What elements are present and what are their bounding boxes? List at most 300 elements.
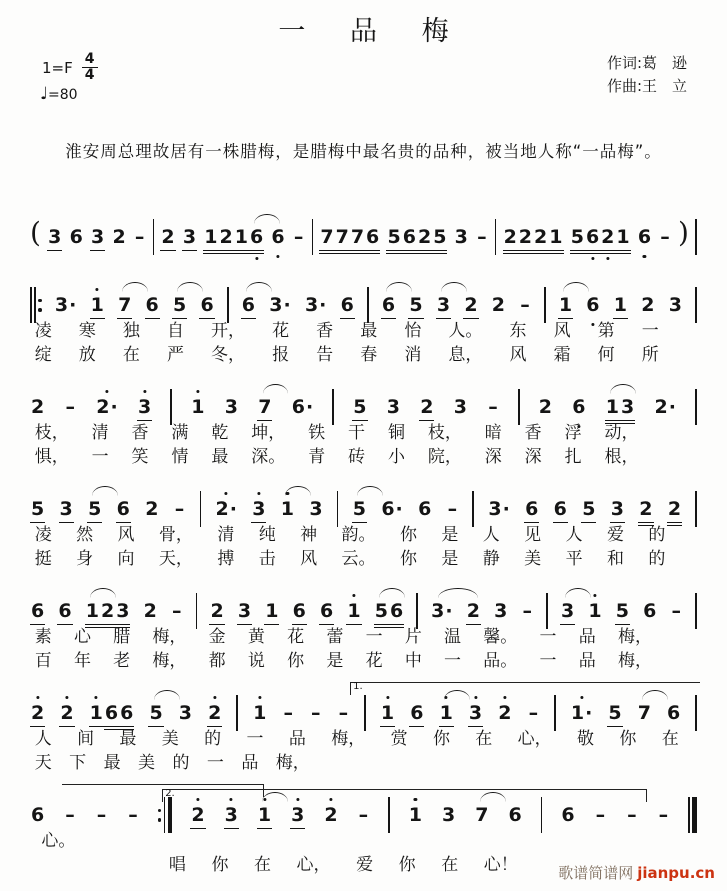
lyric-syllable: 素 <box>34 627 52 647</box>
lyric-syllable: 人 <box>34 729 52 749</box>
note-group <box>237 601 252 622</box>
note: 3 <box>59 499 74 520</box>
note: 3 <box>309 498 323 520</box>
lyric-syllable: 纯 <box>258 525 276 545</box>
note: 2 <box>518 227 533 248</box>
note-group <box>290 805 305 826</box>
lyric-syllable: 最 <box>211 447 229 467</box>
note-group <box>227 287 229 316</box>
note-group <box>292 227 306 248</box>
note-group <box>571 397 586 418</box>
note-group <box>160 227 175 248</box>
lyric-syllable: 报 <box>272 345 290 365</box>
note-group <box>170 389 172 418</box>
lyric-syllable: 何 <box>597 345 615 365</box>
duration-dash: – <box>174 498 185 520</box>
note-group <box>153 219 155 248</box>
beam-underline <box>600 253 615 255</box>
note: 7 <box>319 227 334 248</box>
note-group <box>638 499 653 520</box>
lyric-syllable: 蕾 <box>326 627 344 647</box>
barline <box>695 287 697 323</box>
octave-dot-above <box>105 390 108 393</box>
note: 3 <box>668 294 682 316</box>
beam-underline <box>365 253 380 255</box>
beam-underline <box>249 253 264 255</box>
note: 3 <box>453 396 467 418</box>
note-group <box>468 703 483 724</box>
lyric-syllable: 枝， <box>427 423 462 443</box>
note: 6 <box>418 498 432 520</box>
note-group <box>364 695 366 724</box>
note-group <box>474 805 489 826</box>
notes-line <box>28 274 699 316</box>
lyric-syllable: 片 <box>404 627 422 647</box>
note: 3 <box>137 397 152 418</box>
beam-underline <box>234 253 249 255</box>
lyrics-line <box>35 724 679 748</box>
lyric-syllable: 天， <box>158 549 193 569</box>
note: 3· <box>430 601 453 622</box>
note-group <box>319 601 334 622</box>
note-group <box>625 805 639 826</box>
note-group <box>441 805 456 826</box>
slur-arc <box>263 384 289 394</box>
note-group <box>264 601 279 622</box>
note-group <box>688 797 697 826</box>
lyric-syllable: 梅， <box>152 627 187 647</box>
note-group <box>57 601 72 622</box>
note-group <box>640 295 655 316</box>
note: 7 <box>637 703 652 724</box>
note: 3 <box>90 227 105 248</box>
barline <box>158 797 173 833</box>
lyric-syllable: 严 <box>166 345 184 365</box>
note-group <box>524 499 539 520</box>
lyric-syllable: 霜 <box>553 345 571 365</box>
note: 1 <box>89 703 104 724</box>
note: 3 <box>610 499 625 520</box>
note: 2 <box>417 227 432 248</box>
note: 6 <box>585 295 600 316</box>
lyric-syllable: 人 <box>482 525 500 545</box>
lyric-syllable: 金 <box>208 627 226 647</box>
beam-underline <box>615 250 630 252</box>
time-signature <box>82 52 98 84</box>
note-group <box>241 295 256 316</box>
note: 2· <box>214 499 237 520</box>
beam-underline <box>417 250 432 252</box>
note-group <box>309 703 323 724</box>
note-group <box>30 601 45 622</box>
lyric-syllable: 放 <box>78 345 96 365</box>
note: 3 <box>178 702 193 724</box>
octave-dot-above <box>580 696 583 699</box>
octave-dot-above <box>258 696 261 699</box>
quarter-note-icon: ♩ <box>40 84 49 104</box>
octave-dot-above <box>257 492 260 495</box>
note: 5 <box>432 227 447 248</box>
note-group <box>337 703 351 724</box>
note: 6 <box>561 804 575 826</box>
beam-underline <box>503 250 518 252</box>
note: 1 <box>615 227 630 248</box>
note-group <box>323 805 338 826</box>
note-group <box>196 593 198 622</box>
note-group <box>642 601 657 622</box>
note: 1 <box>85 601 100 622</box>
duration-dash: – <box>627 804 637 826</box>
note: 2 <box>533 227 548 248</box>
note-group <box>352 499 367 520</box>
lyric-syllable: 是 <box>326 651 344 671</box>
beam-underline <box>432 253 447 255</box>
lyric-syllable: 风 <box>300 549 318 569</box>
octave-dot-below <box>276 255 279 258</box>
note-group <box>59 499 74 520</box>
beam-underline <box>570 250 585 252</box>
slur-arc <box>154 690 180 700</box>
slur-arc <box>177 282 203 292</box>
beam-underline <box>47 250 62 252</box>
beam-underline <box>90 250 105 252</box>
note: 3 <box>386 396 400 418</box>
note: 3 <box>436 295 451 316</box>
note-group <box>695 695 697 724</box>
note: 3 <box>224 396 238 418</box>
note: 3 <box>454 226 468 248</box>
duration-dash: – <box>522 600 533 622</box>
note: 2 <box>112 226 126 248</box>
lyric-syllable: 香 <box>524 423 542 443</box>
beam-underline <box>234 250 249 252</box>
barline <box>495 219 497 255</box>
lyric-syllable: 寒 <box>78 321 96 341</box>
note-group <box>190 805 205 826</box>
note: 6 <box>57 601 72 622</box>
lyric-syllable: 云。 <box>341 549 376 569</box>
note: 1 <box>613 295 628 316</box>
note-group <box>148 703 163 724</box>
note: 1 <box>439 703 454 724</box>
note-group <box>554 695 556 724</box>
lyric-syllable: 品 <box>288 729 306 749</box>
watermark-site-name: 歌谱简谱网 <box>558 864 634 882</box>
note: 3 <box>290 805 305 826</box>
note-group <box>605 397 635 418</box>
note-group <box>30 397 45 418</box>
lyric-syllable: 最 <box>360 321 378 341</box>
beam-underline <box>203 253 218 255</box>
note: 6· <box>381 498 403 520</box>
lyric-syllable: 静 <box>482 549 500 569</box>
octave-dot-above <box>593 594 596 597</box>
lyric-syllable: 品 <box>241 753 259 773</box>
lyric-syllable: 笑 <box>131 447 149 467</box>
lyric-syllable: 深 <box>484 447 502 467</box>
note-group <box>408 805 423 826</box>
lyric-syllable: 院， <box>427 447 462 467</box>
note-group <box>89 703 135 724</box>
note-group <box>497 703 512 724</box>
barline <box>695 491 697 527</box>
beam-underline <box>402 253 417 255</box>
note-group <box>337 491 339 520</box>
lyric-syllable: 美 <box>161 729 179 749</box>
beam-underline <box>548 253 563 255</box>
lyric-syllable: 扎 <box>564 447 582 467</box>
note-group <box>280 499 295 520</box>
note-group <box>668 295 683 316</box>
lyric-syllable: 自 <box>166 321 184 341</box>
lyric-syllable: 说 <box>247 651 265 671</box>
note: 6 <box>508 804 522 826</box>
note-group <box>236 695 238 724</box>
lyric-syllable: 你 <box>399 525 417 545</box>
slur-arc <box>565 588 591 598</box>
note-group <box>486 397 500 418</box>
note: 5 <box>581 499 596 520</box>
octave-dot-above <box>386 696 389 699</box>
slur-arc <box>357 486 383 496</box>
note: 5 <box>352 499 367 520</box>
lyric-syllable: 冬， <box>211 345 246 365</box>
note: 2 <box>419 397 434 418</box>
octave-dot-below <box>606 257 609 260</box>
note-group <box>367 287 369 316</box>
lyric-syllable: 花 <box>272 321 290 341</box>
note-group <box>340 295 355 316</box>
note-group <box>199 295 214 316</box>
note: 6 <box>241 295 256 316</box>
note-group <box>69 227 84 248</box>
lyric-syllable: 身 <box>76 549 94 569</box>
lyric-syllable: 你 <box>287 651 305 671</box>
lyric-syllable: 清 <box>217 525 235 545</box>
note-group <box>607 703 622 724</box>
note: 5 <box>607 703 622 724</box>
note-group <box>417 499 432 520</box>
note-group <box>291 397 314 418</box>
notes-line <box>28 478 699 520</box>
lyric-syllable: 梅， <box>617 651 652 671</box>
duration-dash: – <box>520 294 530 316</box>
lyrics-line <box>35 442 639 466</box>
note-group <box>270 227 285 248</box>
note: 6 <box>340 295 355 316</box>
lyric-syllable: 在 <box>122 345 140 365</box>
note: 2 <box>145 498 159 520</box>
note: 1 <box>280 499 295 520</box>
note-group <box>419 397 434 418</box>
note-group <box>544 287 546 316</box>
lyric-syllable: 一 <box>539 627 557 647</box>
parenthesis: ) <box>677 216 689 249</box>
note-group <box>587 601 602 622</box>
beam-underline <box>518 250 533 252</box>
lyrics-line <box>35 418 639 442</box>
lyric-syllable: 中 <box>404 651 422 671</box>
note-group <box>116 499 131 520</box>
volta-label: 1. <box>353 681 363 692</box>
note-group <box>292 601 307 622</box>
note-group <box>380 703 395 724</box>
slur-arc <box>254 214 280 224</box>
note-group <box>304 295 327 316</box>
barline <box>688 797 697 833</box>
slur-arc <box>92 486 118 496</box>
note-group <box>145 295 160 316</box>
lyric-syllable: 在 <box>475 729 493 749</box>
note: 3 <box>251 499 266 520</box>
beam-underline <box>402 250 417 252</box>
note: 6 <box>585 227 600 248</box>
lyric-syllable: 息， <box>448 345 483 365</box>
note-group <box>570 227 631 248</box>
composer-credit: 作曲:王 立 <box>606 76 687 95</box>
lyric-syllable: 品。 <box>483 651 518 671</box>
lyric-syllable: 铁 <box>308 423 326 443</box>
note-group <box>59 703 74 724</box>
lyric-syllable: 最 <box>103 753 121 773</box>
note: 3· <box>54 294 77 316</box>
note: 7 <box>257 397 272 418</box>
note: 2 <box>100 601 115 622</box>
beam-underline <box>350 250 365 252</box>
lyric-syllable: 在 <box>661 729 679 749</box>
octave-dot-above <box>503 696 506 699</box>
duration-dash: – <box>96 804 107 826</box>
note: 3 <box>237 601 252 622</box>
lyric-syllable: 然 <box>76 525 94 545</box>
note-group <box>95 805 109 826</box>
note: 5 <box>87 499 102 520</box>
score-meta <box>0 50 727 112</box>
note-group <box>553 499 568 520</box>
lyric-syllable: 梅， <box>152 651 187 671</box>
note-group <box>667 499 682 520</box>
note-group <box>252 703 267 724</box>
note: 1 <box>234 227 249 248</box>
lyric-syllable: 都 <box>208 651 226 671</box>
note: 1 <box>190 397 205 418</box>
lyric-syllable: 赏 <box>390 729 408 749</box>
lyric-syllable: 一 <box>91 447 109 467</box>
note-group <box>493 601 508 622</box>
beam-underline <box>335 250 350 252</box>
lyric-syllable: 东 <box>509 321 527 341</box>
note: 1· <box>570 703 593 724</box>
notes-line <box>28 682 699 724</box>
note-group <box>312 219 314 248</box>
octave-dot-above <box>352 594 355 597</box>
lyric-syllable: 乾 <box>211 423 229 443</box>
duration-dash: – <box>671 600 682 622</box>
note-group <box>695 219 697 248</box>
lyric-syllable: 清 <box>91 423 109 443</box>
lyric-syllable: 第 <box>597 321 615 341</box>
note-group <box>466 601 481 622</box>
duration-dash: – <box>172 600 182 622</box>
note: 3 <box>224 805 239 826</box>
lyrics-line <box>35 340 659 364</box>
duration-dash: – <box>283 702 293 724</box>
lyric-syllable: 馨。 <box>483 627 518 647</box>
lyric-syllable: 心， <box>296 855 331 875</box>
note: 2 <box>59 703 74 724</box>
note: 2· <box>95 397 118 418</box>
lyric-syllable: 韵。 <box>341 525 376 545</box>
note-group <box>137 397 152 418</box>
note-group <box>518 295 532 316</box>
note-group <box>207 703 222 724</box>
lyric-syllable: 枝， <box>34 423 69 443</box>
lyric-syllable: 梅， <box>275 753 310 773</box>
lyric-syllable: 深。 <box>251 447 286 467</box>
note-group <box>653 397 676 418</box>
note-group <box>203 227 264 248</box>
beam-underline <box>365 250 380 252</box>
note-group <box>352 397 367 418</box>
lyric-syllable: 你 <box>211 855 229 875</box>
lyric-syllable: 的 <box>172 753 190 773</box>
lyric-syllable: 香 <box>131 423 149 443</box>
note: 6 <box>69 226 83 248</box>
time-signature-top: 4 <box>82 52 98 68</box>
music-system <box>28 580 699 670</box>
note-group <box>409 703 424 724</box>
note-group <box>90 295 105 316</box>
note-group <box>85 601 131 622</box>
lyric-syllable: 你 <box>398 855 416 875</box>
lyric-syllable: 腊 <box>113 627 131 647</box>
note: 2 <box>638 499 653 520</box>
barline <box>312 219 314 255</box>
lyric-syllable: 最 <box>119 729 137 749</box>
note: 2 <box>209 601 224 622</box>
note-group <box>527 703 541 724</box>
note-group <box>503 227 564 248</box>
note: 2 <box>503 227 518 248</box>
note: 6 <box>402 227 417 248</box>
note-group <box>454 227 469 248</box>
beam-underline <box>190 828 205 830</box>
note: 2· <box>654 396 676 418</box>
lyric-syllable: 你 <box>432 729 450 749</box>
slur-arc <box>441 282 467 292</box>
note-group <box>570 703 593 724</box>
augmentation-dot: · <box>502 498 510 520</box>
slur-arc <box>122 282 148 292</box>
note-group <box>610 499 625 520</box>
duration-dash: – <box>660 226 670 248</box>
note: 7 <box>335 227 350 248</box>
note: 1 <box>587 601 602 622</box>
note: 3· <box>488 498 510 520</box>
slur-arc <box>563 282 589 292</box>
note-group <box>95 397 118 418</box>
lyric-syllable: 花 <box>365 651 383 671</box>
beam-underline <box>503 253 518 255</box>
octave-dot-above <box>96 288 99 291</box>
note: 1 <box>90 295 105 316</box>
note-group <box>54 295 77 316</box>
note-group <box>430 601 453 622</box>
barline <box>388 797 390 833</box>
note: 6 <box>571 397 586 418</box>
note: 2 <box>207 703 222 724</box>
note-group <box>581 499 596 520</box>
